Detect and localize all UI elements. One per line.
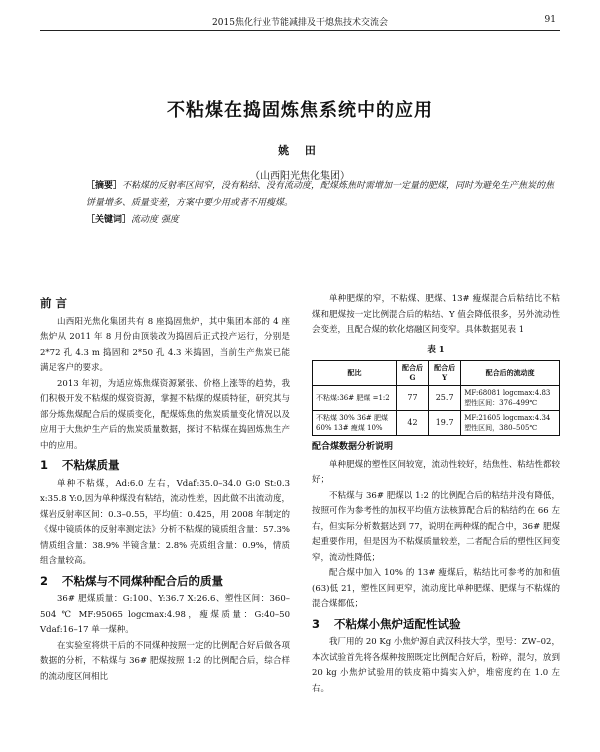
preface-heading: 前 言 xyxy=(40,296,68,310)
table-header-row xyxy=(313,361,560,386)
continuation-paragraph: 单种肥煤的窄，不粘煤、肥煤、13# 瘦煤混合后粘结比不粘煤和肥煤按一定比例混合后的粘结、Y 值会降低很多，另外流动性会变差，且配合煤的软化熔融区间变窄。具体数据见表 1 xyxy=(312,294,560,335)
affiliation: （山西阳光焦化集团） xyxy=(250,171,350,182)
table-cell-y: 19.7 xyxy=(429,411,461,436)
analysis-paragraph-3: 配合煤中加入 10% 的 13# 瘦煤后，粘结比可参考的加和值(63)低 21，塑性区间更窄，流动度比单种肥煤、肥煤与不粘煤的混合煤都低； xyxy=(312,568,560,609)
section-3-number: 3 xyxy=(312,616,321,631)
abstract-paragraph xyxy=(86,178,556,212)
table-row xyxy=(313,386,560,411)
abstract-text: 不粘煤的反射率区间窄，没有粘结、没有流动度，配煤炼焦时需增加一定量的肥煤，同时为避免生产焦炭的焦饼量增多、质量变差，方案中要少用或者不用瘦煤。 xyxy=(86,181,555,208)
section-1-title: 不粘煤质量 xyxy=(62,458,120,472)
analysis-paragraph-2: 不粘煤与 36# 肥煤以 1:2 的比例配合后的粘结并没有降低，按照可作为参考性的加权平均值方法核算配合后的粘结约在 66 左右，但实际分析数据达到 77，说明在两种煤的配合中，36# 肥煤起重要作用，但是因为不粘煤质量较差，二者配合后的塑性区间变窄，流动性降低； xyxy=(312,490,560,563)
title-block xyxy=(40,96,560,182)
table-header-cell: 配比 xyxy=(313,361,397,386)
section-3-heading xyxy=(312,617,560,633)
page-number: 91 xyxy=(544,15,556,25)
section-2-paragraph-1: 36# 肥煤质量：G:100、Y:36.7 X:26.6、塑性区间：360–504 ℃ MF:95065 logcmax:4.98，瘦煤质量：G:40–50 Vdaf:16–17 单一煤种。 xyxy=(40,594,290,635)
author: 姚 田 xyxy=(278,144,322,157)
article-title: 不粘煤在捣固炼焦系统中的应用 xyxy=(167,100,433,121)
journal-title: 2015焦化行业节能减排及干熄焦技术交流会 xyxy=(212,18,388,28)
analysis-paragraph-1: 单种肥煤的塑性区间较宽，流动性较好，结焦性、粘结性都较好； xyxy=(312,459,560,485)
table-cell-fluidity: MF:68081 logcmax:4.83 塑性区间：376–499℃ xyxy=(461,386,560,411)
table-caption: 表 1 xyxy=(427,344,445,355)
data-table xyxy=(312,360,560,436)
section-1-number: 1 xyxy=(40,458,49,472)
left-column xyxy=(40,292,290,685)
running-header xyxy=(40,10,560,31)
table-cell-mix: 不粘煤 30% 36# 肥煤 60% 13# 瘦煤 10% xyxy=(313,411,397,436)
abstract xyxy=(86,178,556,229)
table-cell-y: 25.7 xyxy=(429,386,461,411)
section-3-title: 不粘煤小焦炉适配性试验 xyxy=(334,616,461,631)
table-header-cell: 配合后的流动度 xyxy=(461,361,560,386)
table-cell-g: 42 xyxy=(396,411,428,436)
table-cell-mix: 不粘煤:36# 肥煤 =1:2 xyxy=(313,386,397,411)
section-3-paragraph: 我厂用的 20 Kg 小焦炉源自武汉科技大学，型号：ZW–02，本次试验首先将各煤种按照既定比例配合好后，粉碎，混匀，放到 20 kg 小焦炉试验用的铁皮箱中捣实入炉，堆密度约在 1.0 左右。 xyxy=(312,637,560,694)
table-cell-g: 77 xyxy=(396,386,428,411)
table-header-cell: 配合后 Y xyxy=(429,361,461,386)
section-2-number: 2 xyxy=(40,573,49,588)
section-2-title: 不粘煤与不同煤种配合后的质量 xyxy=(62,573,223,588)
abstract-label: ［摘要］ xyxy=(86,181,123,191)
keywords-line xyxy=(86,212,556,229)
table-header-cell: 配合后 G xyxy=(396,361,428,386)
right-column xyxy=(312,292,560,697)
keywords: 流动度 强度 xyxy=(131,215,179,225)
table-cell-fluidity: MF:21605 logcmax:4.34 塑性区间，380–505℃ xyxy=(461,411,560,436)
preface-paragraph-1: 山西阳光焦化集团共有 8 座捣固焦炉，其中集团本部的 4 座焦炉从 2011 年 8 月份由顶装改为捣固后正式投产运行，分别是 2*72 孔 4.3 m 捣固和 2*50 孔 4.3 米捣固，当前生产焦炭已能满足客户的要求。 xyxy=(40,316,290,373)
section-2-heading xyxy=(40,574,290,590)
analysis-heading: 配合煤数据分析说明 xyxy=(312,442,394,452)
section-1-paragraph: 单种不粘煤，Ad:6.0 左右，Vdaf:35.0–34.0 G:0 St:0.3 x:35.8 Y:0,因为单种煤没有粘结，流动性差，因此做不出流动度，煤岩反射率区间：0.3–0.55，平均值：0.425，用 2008 年制定的《煤中镜质体的反射率测定法》分析不粘煤的镜质组含量：57.3% 情质组含量：38.9% 半镜含量：2.8% 壳质组含量：0.9%，情质组含量较高。 xyxy=(40,478,290,566)
section-2-paragraph-2: 在实验室将烘干后的不同煤种按照一定的比例配合好后做各项数据的分析，不粘煤与 36# 肥煤按照 1:2 的比例配合后，综合样的流动度区间相比 xyxy=(40,640,290,682)
preface-paragraph-2: 2013 年初，为适应炼焦煤资源紧张、价格上涨等的趋势，我们积极开发不粘煤的煤资资源，掌握不粘煤的煤质特征，研究其与部分炼焦煤配合后的煤质变化，配煤炼焦的焦炭质量变化情况以及应用于大焦炉生产后的焦炭质量数据，探讨不粘煤在捣固炼焦生产中的应用。 xyxy=(40,378,290,451)
table-row xyxy=(313,411,560,436)
keywords-label: ［关键词］ xyxy=(86,215,132,225)
section-1-heading xyxy=(40,458,290,474)
